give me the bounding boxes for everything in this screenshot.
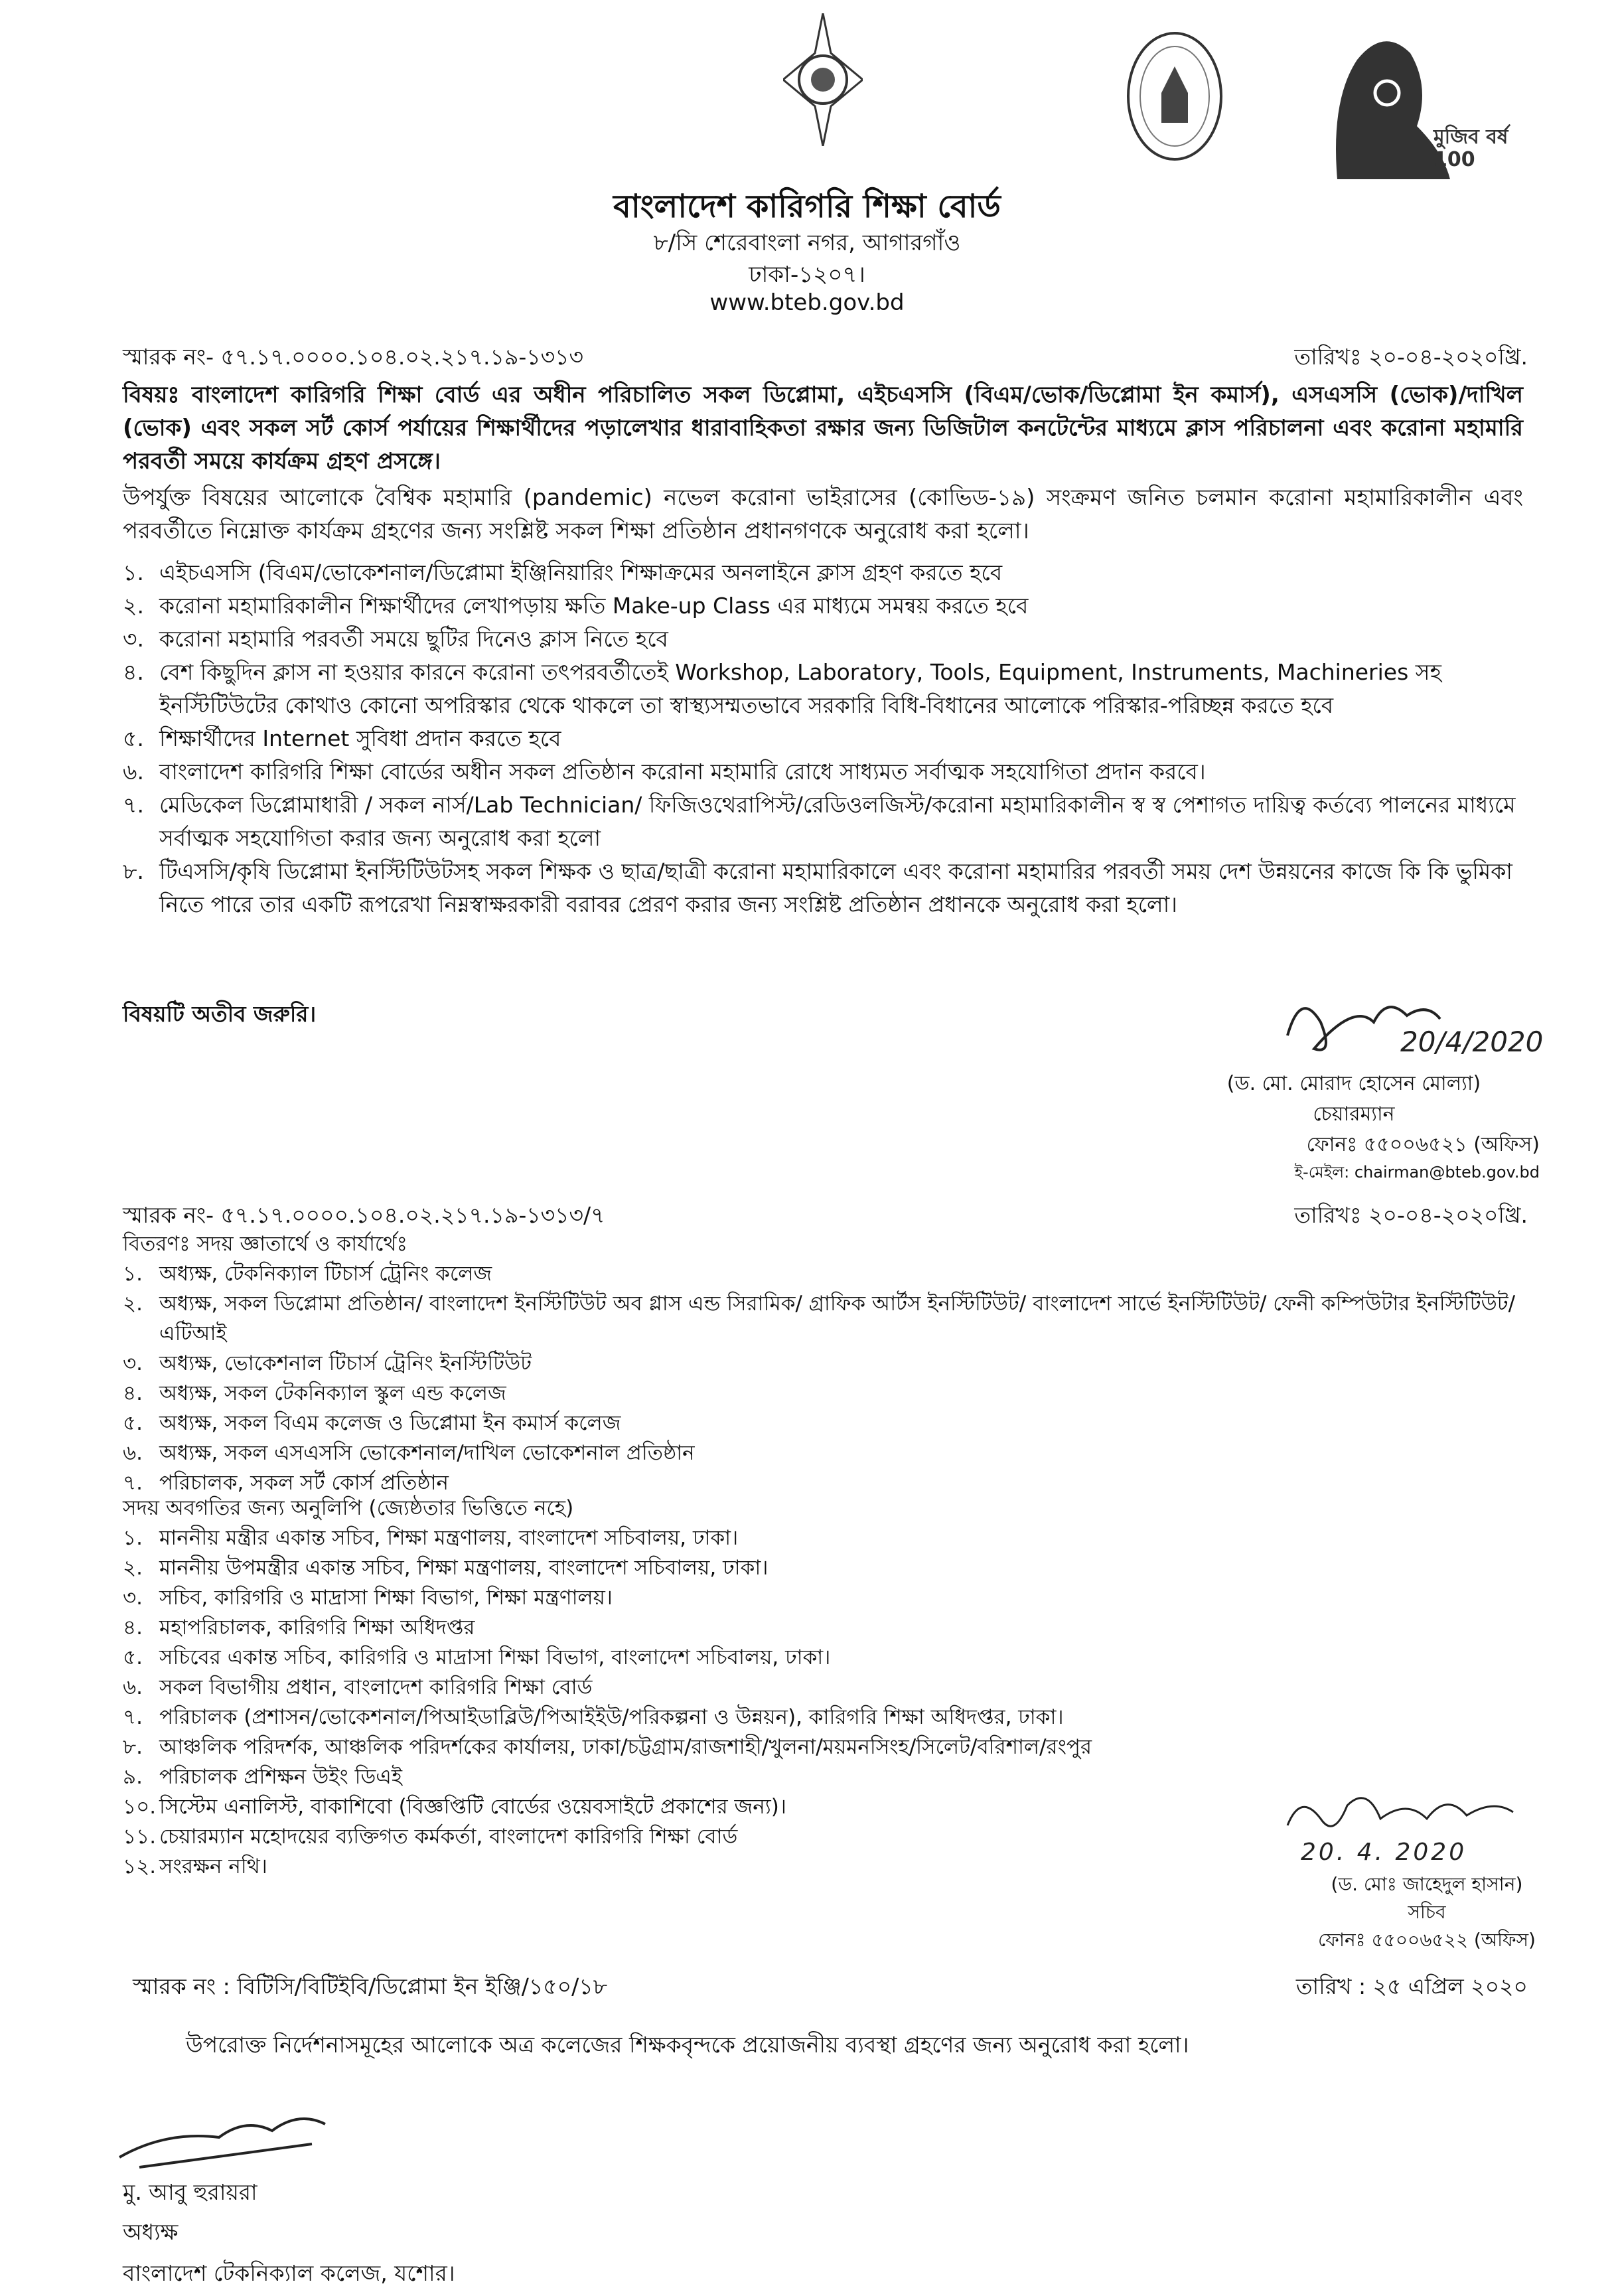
item-text: অধ্যক্ষ, সকল ডিপ্লোমা প্রতিষ্ঠান/ বাংলাদেশ ইনস্টিটিউট অব গ্লাস এন্ড সিরামিক/ গ্রাফিক আর্টস ইনস্টিটিউট/ বাংলাদেশ সার্ভে ইনস্টিটিউট/ ফেনী কম্পিউটার ইনস্টিটিউট/ এটিআই [159,1292,1516,1345]
item-number: ১০. [123,1795,157,1819]
list-item [123,623,1523,656]
distribution-heading: বিতরণঃ সদয় জ্ঞাতার্থে ও কার্যার্থেঃ [123,1232,407,1256]
bteb-seal-icon [1125,30,1224,163]
item-text: অধ্যক্ষ, সকল এসএসসি ভোকেশনাল/দাখিল ভোকেশনাল প্রতিষ্ঠান [159,1441,695,1465]
signer2-name: (ড. মোঃ জাহেদুল হাসান) [1331,1873,1523,1895]
signer1-name: (ড. মো. মোরাদ হোসেন মোল্যা) [1226,1072,1481,1095]
item-text: পরিচালক (প্রশাসন/ভোকেশনাল/পিআইডাব্লিউ/পিআইইউ/পরিকল্পনা ও উন্নয়ন), কারিগরি শিক্ষা অধিদপ্তর, ঢাকা। [159,1705,1064,1729]
signature-date: 20/4/2020 [1400,1026,1544,1058]
memo3-ref: স্মারক নং : বিটিসি/বিটিইবি/ডিপ্লোমা ইন ইঞ্জি/১৫০/১৮ [133,1973,608,1999]
college-note: উপরোক্ত নির্দেশনাসমূহের আলোকে অত্র কলেজের শিক্ষকবৃন্দকে প্রয়োজনীয় ব্যবস্থা গ্রহণের জন্য অনুরোধ করা হলো। [186,2032,1189,2058]
item-number: ৩. [123,626,144,652]
memo1-ref: স্মারক নং- ৫৭.১৭.০০০০.১০৪.০২.২১৭.১৯-১৩১৩ [123,344,584,370]
signer3-college: বাংলাদেশ টেকনিক্যাল কলেজ, যশোর। [123,2260,455,2286]
item-number: ২. [123,593,144,619]
item-text: বাংলাদেশ কারিগরি শিক্ষা বোর্ডের অধীন সকল প্রতিষ্ঠান করোনা মহামারি রোধে সাধ্যমত সর্বাত্মক সহযোগিতা প্রদান করবে। [159,759,1206,785]
item-text: করোনা মহামারি পরবর্তী সময়ে ছুটির দিনেও ক্লাস নিতে হবে [159,626,668,652]
org-website[interactable]: www.bteb.gov.bd [709,289,905,316]
item-number: ৪. [123,659,144,685]
list-item [123,1438,1523,1468]
item-text: পরিচালক প্রশিক্ষন উইং ডিএই [159,1765,403,1789]
list-item [123,656,1523,722]
list-item [123,855,1523,921]
item-number: ১১. [123,1825,157,1849]
item-number: ৮. [123,858,144,884]
item-number: ৪. [123,1616,143,1640]
list-item [123,1259,1523,1289]
signature-date-2: 20. 4. 2020 [1301,1839,1467,1866]
intro-paragraph: উপর্যুক্ত বিষয়ের আলোকে বৈশ্বিক মহামারি (pandemic) নভেল করোনা ভাইরাসের (কোভিড-১৯) সংক্রমণ জনিত চলমান করোনা মহামারিকালীন এবং পরবর্তীতে নিম্নোক্ত কার্যক্রম গ্রহণের জন্য সংশ্লিষ্ট সকল শিক্ষা প্রতিষ্ঠান প্রধানগণকে অনুরোধ করা হলো। [123,485,1523,544]
signer3-name: মু. আবু হুরায়রা [123,2179,257,2205]
memo3-date: তারিখ : ২৫ এপ্রিল ২০২০ [1295,1973,1528,1999]
item-number: ৫. [123,1645,143,1669]
list-item [123,1409,1523,1438]
item-text: সংরক্ষন নথি। [159,1855,267,1878]
item-text: চেয়ারম্যান মহোদয়ের ব্যক্তিগত কর্মকর্তা, বাংলাদেশ কারিগরি শিক্ষা বোর্ড [159,1825,738,1849]
list-item [123,722,1523,755]
item-text: মাননীয় উপমন্ত্রীর একান্ত সচিব, শিক্ষা মন্ত্রণালয়, বাংলাদেশ সচিবালয়, ঢাকা। [159,1556,769,1580]
item-number: ৯. [123,1765,143,1789]
list-item [123,1349,1523,1379]
list-item [123,1732,1523,1762]
list-item [123,589,1523,623]
signer3-title: অধ্যক্ষ [123,2219,179,2245]
signer2-block [1287,1871,1566,1954]
item-number: ৫. [123,726,144,751]
item-text: অধ্যক্ষ, সকল বিএম কলেজ ও ডিপ্লোমা ইন কমার্স কলেজ [159,1411,621,1435]
item-text: করোনা মহামারিকালীন শিক্ষার্থীদের লেখাপড়ায় ক্ষতি Make-up Class এর মাধ্যমে সমন্বয় করতে হবে [159,593,1029,619]
item-text: মেডিকেল ডিপ্লোমাধারী / সকল নার্স/Lab Technician/ ফিজিওথেরাপিস্ট/রেডিওলজিস্ট/করোনা মহামারিকালীন স্ব স্ব পেশাগত দায়িত্ব কর্তব্যে পালনের মাধ্যমে সর্বাত্মক সহযোগিতা করার জন্য অনুরোধ করা হলো [159,792,1516,851]
signer1-phone: ফোনঃ ৫৫০০৬৫২১ (অফিস) [1306,1133,1540,1156]
item-number: ৩. [123,1351,143,1375]
item-number: ৩. [123,1586,143,1610]
government-emblem-icon [783,13,863,146]
urgent-note: বিষয়টি অতীব জরুরি। [123,1001,317,1027]
list-item [123,1673,1523,1703]
item-text: আঞ্চলিক পরিদর্শক, আঞ্চলিক পরিদর্শকের কার্যালয়, ঢাকা/চট্টগ্রাম/রাজশাহী/খুলনা/ময়মনসিংহ/সিলেট/বরিশাল/রংপুর [159,1735,1092,1759]
mujib-logo-text: মুজিব বর্ষ 100 [1433,125,1508,171]
signer2-phone: ফোনঃ ৫৫০০৬৫২২ (অফিস) [1318,1929,1536,1951]
item-text: সকল বিভাগীয় প্রধান, বাংলাদেশ কারিগরি শিক্ষা বোর্ড [159,1675,593,1699]
item-number: ৬. [123,1675,143,1699]
list-item [123,556,1523,589]
item-text: পরিচালক, সকল সর্ট কোর্স প্রতিষ্ঠান [159,1471,449,1495]
item-number: ৬. [123,759,144,785]
item-number: ৮. [123,1735,143,1759]
list-item [123,755,1523,789]
signer2-title: সচিব [1408,1901,1446,1923]
item-number: ৭. [123,792,144,818]
signature-principal-icon [113,2104,352,2177]
list-item [123,1523,1523,1553]
item-number: ১২. [123,1855,157,1878]
list-item [123,1643,1523,1673]
item-text: শিক্ষার্থীদের Internet সুবিধা প্রদান করতে হবে [159,726,561,751]
list-item [123,1613,1523,1643]
memo2-date: তারিখঃ ২০-০৪-২০২০খ্রি. [1294,1202,1528,1228]
item-text: এইচএসসি (বিএম/ভোকেশনাল/ডিপ্লোমা ইঞ্জিনিয়ারিং শিক্ষাক্রমের অনলাইনে ক্লাস গ্রহণ করতে হবে [159,560,1003,585]
item-number: ৬. [123,1441,143,1465]
item-text: মহাপরিচালক, কারিগরি শিক্ষা অধিদপ্তর [159,1616,475,1640]
org-address: ৮/সি শেরেবাংলা নগর, আগারগাঁও [653,230,961,256]
item-number: ২. [123,1556,143,1580]
org-city: ঢাকা-১২০৭। [749,262,865,288]
list-item [123,1583,1523,1613]
item-number: ৪. [123,1381,143,1405]
item-number: ২. [123,1292,143,1316]
item-number: ১. [123,1526,143,1550]
item-text: অধ্যক্ষ, সকল টেকনিক্যাল স্কুল এন্ড কলেজ [159,1381,506,1405]
mujib-borsho-logo [1311,20,1523,179]
subject: বিষয়ঃ বাংলাদেশ কারিগরি শিক্ষা বোর্ড এর অধীন পরিচালিত সকল ডিপ্লোমা, এইচএসসি (বিএম/ভোক/ডিপ্লোমা ইন কমার্স), এসএসসি (ভোক)/দাখিল (ভোক) এবং সকল সর্ট কোর্স পর্যায়ের শিক্ষার্থীদের পড়ালেখার ধারাবাহিকতা রক্ষার জন্য ডিজিটাল কনটেন্টের মাধ্যমে ক্লাস পরিচালনা এবং করোনা মহামারি পরবর্তী সময়ে কার্যক্রম গ্রহণ প্রসঙ্গে। [123,382,1523,475]
item-text: অধ্যক্ষ, ভোকেশনাল টিচার্স ট্রেনিং ইনস্টিটিউট [159,1351,532,1375]
signer1-email[interactable]: ই-মেইল: chairman@bteb.gov.bd [1294,1163,1540,1182]
item-text: অধ্যক্ষ, টেকনিক্যাল টিচার্স ট্রেনিং কলেজ [159,1262,492,1286]
list-item [123,1379,1523,1409]
list-item [123,1289,1523,1349]
memo1-date: তারিখঃ ২০-০৪-২০২০খ্রি. [1294,344,1528,370]
item-text: টিএসসি/কৃষি ডিপ্লোমা ইনস্টিটিউটসহ সকল শিক্ষক ও ছাত্র/ছাত্রী করোনা মহামারিকালে এবং করোনা মহামারির পরবর্তী সময় দেশ উন্নয়নের কাজে কি কি ভুমিকা নিতে পারে তার একটি রূপরেখা নিম্নস্বাক্ষরকারী বরাবর প্রেরণ করার জন্য সংশ্লিষ্ট প্রতিষ্ঠান প্রধানকে অনুরোধ করা হলো। [159,858,1512,917]
list-item [123,789,1523,855]
item-number: ১. [123,1262,143,1286]
directive-list [123,556,1523,921]
signer1-block [1168,1069,1540,1184]
list-item [123,1703,1523,1732]
item-text: সচিবের একান্ত সচিব, কারিগরি ও মাদ্রাসা শিক্ষা বিভাগ, বাংলাদেশ সচিবালয়, ঢাকা। [159,1645,831,1669]
item-text: মাননীয় মন্ত্রীর একান্ত সচিব, শিক্ষা মন্ত্রণালয়, বাংলাদেশ সচিবালয়, ঢাকা। [159,1526,739,1550]
org-name: বাংলাদেশ কারিগরি শিক্ষা বোর্ড [613,188,1001,225]
item-number: ৭. [123,1471,143,1495]
distribution-list [123,1229,1523,1498]
item-number: ৫. [123,1411,143,1435]
item-text: সিস্টেম এনালিস্ট, বাকাশিবো (বিজ্ঞপ্তিটি বোর্ডের ওয়েবসাইটে প্রকাশের জন্য)। [159,1795,786,1819]
item-number: ১. [123,560,144,585]
copy-heading: সদয় অবগতির জন্য অনুলিপি (জ্যেষ্ঠতার ভিত্তিতে নহে) [123,1496,574,1520]
item-number: ৭. [123,1705,143,1729]
memo2-ref: স্মারক নং- ৫৭.১৭.০০০০.১০৪.০২.২১৭.১৯-১৩১৩/৭ [123,1202,605,1228]
item-text: বেশ কিছুদিন ক্লাস না হওয়ার কারনে করোনা তৎপরবর্তীতেই Workshop, Laboratory, Tools, Equipment, Instruments, Machineries সহ ইনস্টিটিউটের কোথাও কোনো অপরিস্কার থেকে থাকলে তা স্বাস্থ্যসম্মতভাবে সরকারি বিধি-বিধানের আলোকে পরিস্কার-পরিচ্ছন্ন করতে হবে [159,659,1441,718]
item-text: সচিব, কারিগরি ও মাদ্রাসা শিক্ষা বিভাগ, শিক্ষা মন্ত্রণালয়। [159,1586,613,1610]
signer1-title: চেয়ারম্যান [1313,1103,1395,1126]
list-item [123,1553,1523,1583]
